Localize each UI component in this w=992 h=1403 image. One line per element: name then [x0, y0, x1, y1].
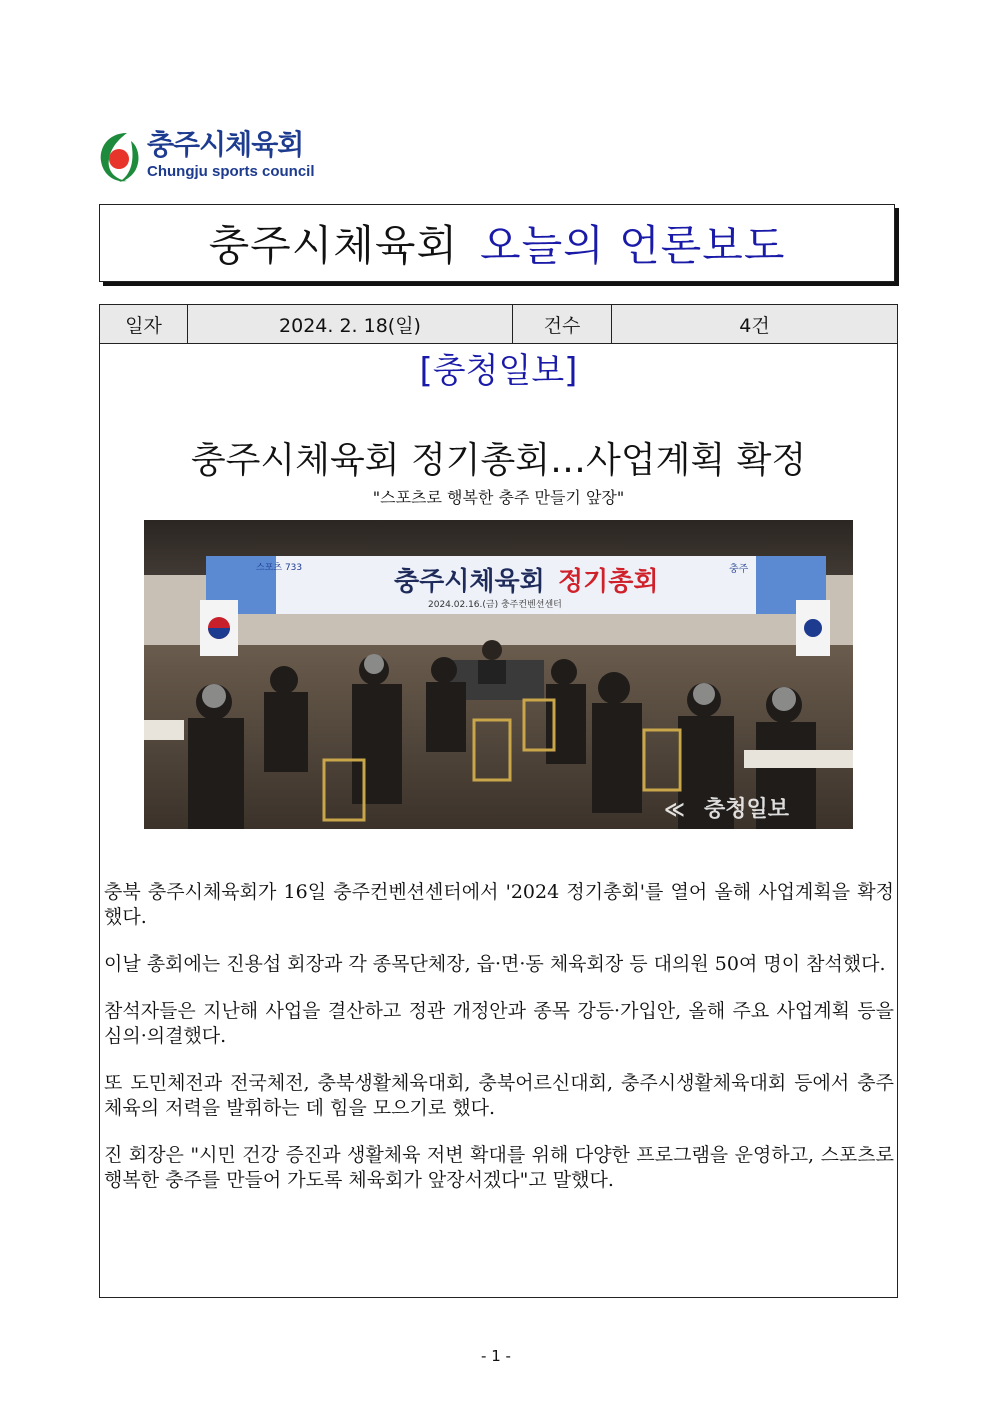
org-logo	[97, 127, 317, 189]
photo-banner-left: 스포츠 733	[256, 563, 303, 573]
photo-banner-sub: 2024.02.16.(금) 충주컨벤션센터	[428, 600, 562, 610]
article-paragraph: 진 회장은 "시민 건강 증진과 생활체육 저변 확대를 위해 다양한 프로그램을 운영하고, 스포츠로 행복한 충주를 만들어 가도록 체육회가 앞장서겠다"고 말했다.	[104, 1144, 894, 1191]
photo-banner-title: 충주시체육회	[394, 567, 545, 597]
article-headline: 충주시체육회 정기총회…사업계획 확정	[190, 440, 807, 481]
count-label: 건수	[513, 305, 612, 343]
article-body	[104, 880, 894, 1215]
meta-table	[100, 305, 897, 344]
page-number: - 1 -	[481, 1347, 511, 1365]
article-subhead: "스포츠로 행복한 충주 만들기 앞장"	[372, 488, 625, 507]
date-label: 일자	[100, 305, 188, 343]
count-value: 4건	[739, 314, 770, 337]
org-logo-name-en: Chungju sports council	[147, 163, 315, 180]
news-source: [충청일보]	[419, 351, 578, 391]
org-logo-icon	[97, 127, 143, 187]
photo-banner-right: 충주	[729, 564, 749, 575]
report-title-org: 충주시체육회	[208, 221, 459, 270]
photo-watermark-icon: ≪	[664, 797, 685, 821]
article-paragraph: 충북 충주시체육회가 16일 충주컨벤션센터에서 '2024 정기총회'를 열어 올해 사업계획을 확정했다.	[104, 881, 894, 928]
article-paragraph: 또 도민체전과 전국체전, 충북생활체육대회, 충북어르신대회, 충주시생활체육대회 등에서 충주체육의 저력을 발휘하는 데 힘을 모으기로 했다.	[104, 1072, 894, 1119]
photo-watermark: 충청일보	[704, 797, 790, 822]
article-frame	[99, 304, 898, 1298]
org-logo-name-ko: 충주시체육회	[147, 128, 304, 161]
report-title-label: 오늘의 언론보도	[480, 221, 786, 270]
report-title-banner	[99, 204, 895, 282]
date-value: 2024. 2. 18(일)	[188, 305, 513, 343]
article-photo	[144, 520, 853, 829]
article-paragraph: 참석자들은 지난해 사업을 결산하고 정관 개정안과 종목 강등·가입안, 올해 주요 사업계획 등을 심의·의결했다.	[104, 1000, 894, 1047]
meeting-photo-illustration	[144, 520, 853, 829]
report-title	[209, 213, 786, 273]
photo-banner-highlight: 정기총회	[558, 567, 659, 597]
article-paragraph: 이날 총회에는 진용섭 회장과 각 종목단체장, 읍·면·동 체육회장 등 대의원 50여 명이 참석했다.	[104, 953, 886, 975]
